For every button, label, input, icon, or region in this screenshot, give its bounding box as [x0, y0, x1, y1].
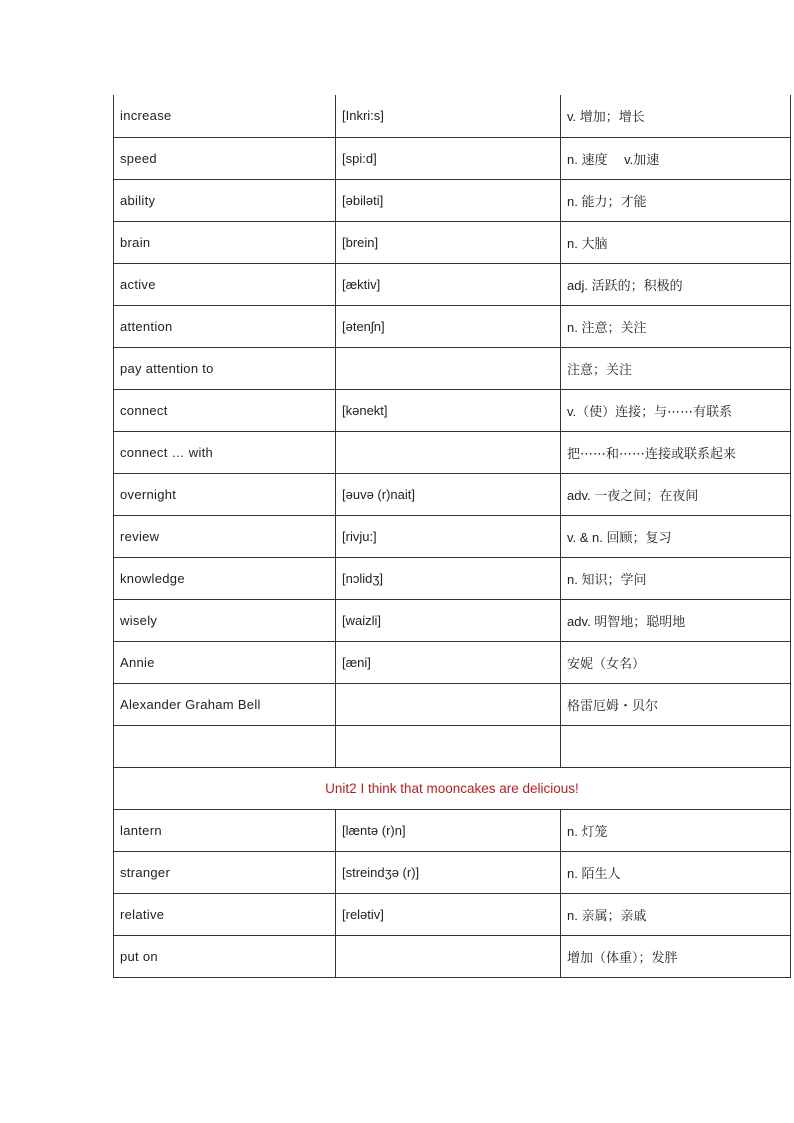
vocab-meaning: v. & n. 回顾；复习 [561, 515, 791, 557]
vocab-meaning: n. 灯笼 [561, 809, 791, 851]
vocab-row [114, 557, 791, 599]
vocab-phonetic [336, 431, 561, 473]
vocab-word [114, 725, 336, 767]
vocab-row [114, 935, 791, 977]
vocab-word: ability [114, 179, 336, 221]
vocab-row [114, 137, 791, 179]
vocab-phonetic: [streindʒə (r)] [336, 851, 561, 893]
unit-heading-row [114, 767, 791, 809]
vocab-row [114, 515, 791, 557]
vocab-word: attention [114, 305, 336, 347]
vocab-word: knowledge [114, 557, 336, 599]
vocab-meaning: n. 注意；关注 [561, 305, 791, 347]
vocab-meaning [561, 725, 791, 767]
vocab-phonetic: [waizli] [336, 599, 561, 641]
vocab-word: brain [114, 221, 336, 263]
vocab-word: overnight [114, 473, 336, 515]
vocab-meaning: 增加（体重）；发胖 [561, 935, 791, 977]
vocab-row [114, 389, 791, 431]
vocab-row [114, 431, 791, 473]
vocab-word: active [114, 263, 336, 305]
vocab-phonetic: [æktiv] [336, 263, 561, 305]
vocab-phonetic: [nɔlidʒ] [336, 557, 561, 599]
vocab-meaning: adj. 活跃的；积极的 [561, 263, 791, 305]
vocab-phonetic: [æni] [336, 641, 561, 683]
vocab-phonetic: [kənekt] [336, 389, 561, 431]
vocab-meaning: n. 亲属；亲戚 [561, 893, 791, 935]
vocab-phonetic: [Inkri:s] [336, 95, 561, 137]
vocab-phonetic: [ətenʃn] [336, 305, 561, 347]
vocab-row [114, 599, 791, 641]
vocab-phonetic: [spi:d] [336, 137, 561, 179]
vocab-phonetic [336, 683, 561, 725]
vocab-meaning: n. 知识；学问 [561, 557, 791, 599]
vocab-meaning: 安妮（女名） [561, 641, 791, 683]
vocab-word: Annie [114, 641, 336, 683]
vocab-meaning: 格雷厄姆・贝尔 [561, 683, 791, 725]
vocab-row [114, 263, 791, 305]
vocab-word: put on [114, 935, 336, 977]
vocab-word: speed [114, 137, 336, 179]
vocab-meaning: n. 陌生人 [561, 851, 791, 893]
vocab-meaning: 注意；关注 [561, 347, 791, 389]
vocab-row [114, 473, 791, 515]
vocab-phonetic [336, 347, 561, 389]
vocab-row [114, 95, 791, 137]
vocab-word: Alexander Graham Bell [114, 683, 336, 725]
vocab-row [114, 221, 791, 263]
vocab-row [114, 809, 791, 851]
vocab-word: review [114, 515, 336, 557]
vocab-phonetic: [brein] [336, 221, 561, 263]
vocab-word: stranger [114, 851, 336, 893]
vocab-phonetic: [əuvə (r)nait] [336, 473, 561, 515]
vocab-meaning: adv. 明智地；聪明地 [561, 599, 791, 641]
vocab-row [114, 347, 791, 389]
vocab-meaning: n. 大脑 [561, 221, 791, 263]
vocab-word: wisely [114, 599, 336, 641]
vocab-meaning: 把⋯⋯和⋯⋯连接或联系起来 [561, 431, 791, 473]
vocab-meaning: adv. 一夜之间；在夜间 [561, 473, 791, 515]
vocab-meaning: n. 能力；才能 [561, 179, 791, 221]
vocabulary-table-body [114, 95, 791, 977]
vocab-row [114, 725, 791, 767]
vocab-phonetic [336, 935, 561, 977]
vocab-meaning: v.（使）连接；与⋯⋯有联系 [561, 389, 791, 431]
vocab-row [114, 305, 791, 347]
vocab-meaning: v. 增加；增长 [561, 95, 791, 137]
vocab-phonetic [336, 725, 561, 767]
vocab-phonetic: [læntə (r)n] [336, 809, 561, 851]
vocab-phonetic: [rivju:] [336, 515, 561, 557]
vocab-row [114, 683, 791, 725]
vocab-phonetic: [relətiv] [336, 893, 561, 935]
vocabulary-table [113, 95, 791, 978]
vocab-meaning: n. 速度 v.加速 [561, 137, 791, 179]
vocab-row [114, 641, 791, 683]
vocab-word: increase [114, 95, 336, 137]
vocab-word: connect [114, 389, 336, 431]
vocab-row [114, 851, 791, 893]
vocab-phonetic: [əbiləti] [336, 179, 561, 221]
vocab-row [114, 893, 791, 935]
vocab-word: connect … with [114, 431, 336, 473]
vocab-word: pay attention to [114, 347, 336, 389]
vocab-word: lantern [114, 809, 336, 851]
unit-heading: Unit2 I think that mooncakes are delicious! [114, 767, 791, 809]
vocab-row [114, 179, 791, 221]
vocab-word: relative [114, 893, 336, 935]
